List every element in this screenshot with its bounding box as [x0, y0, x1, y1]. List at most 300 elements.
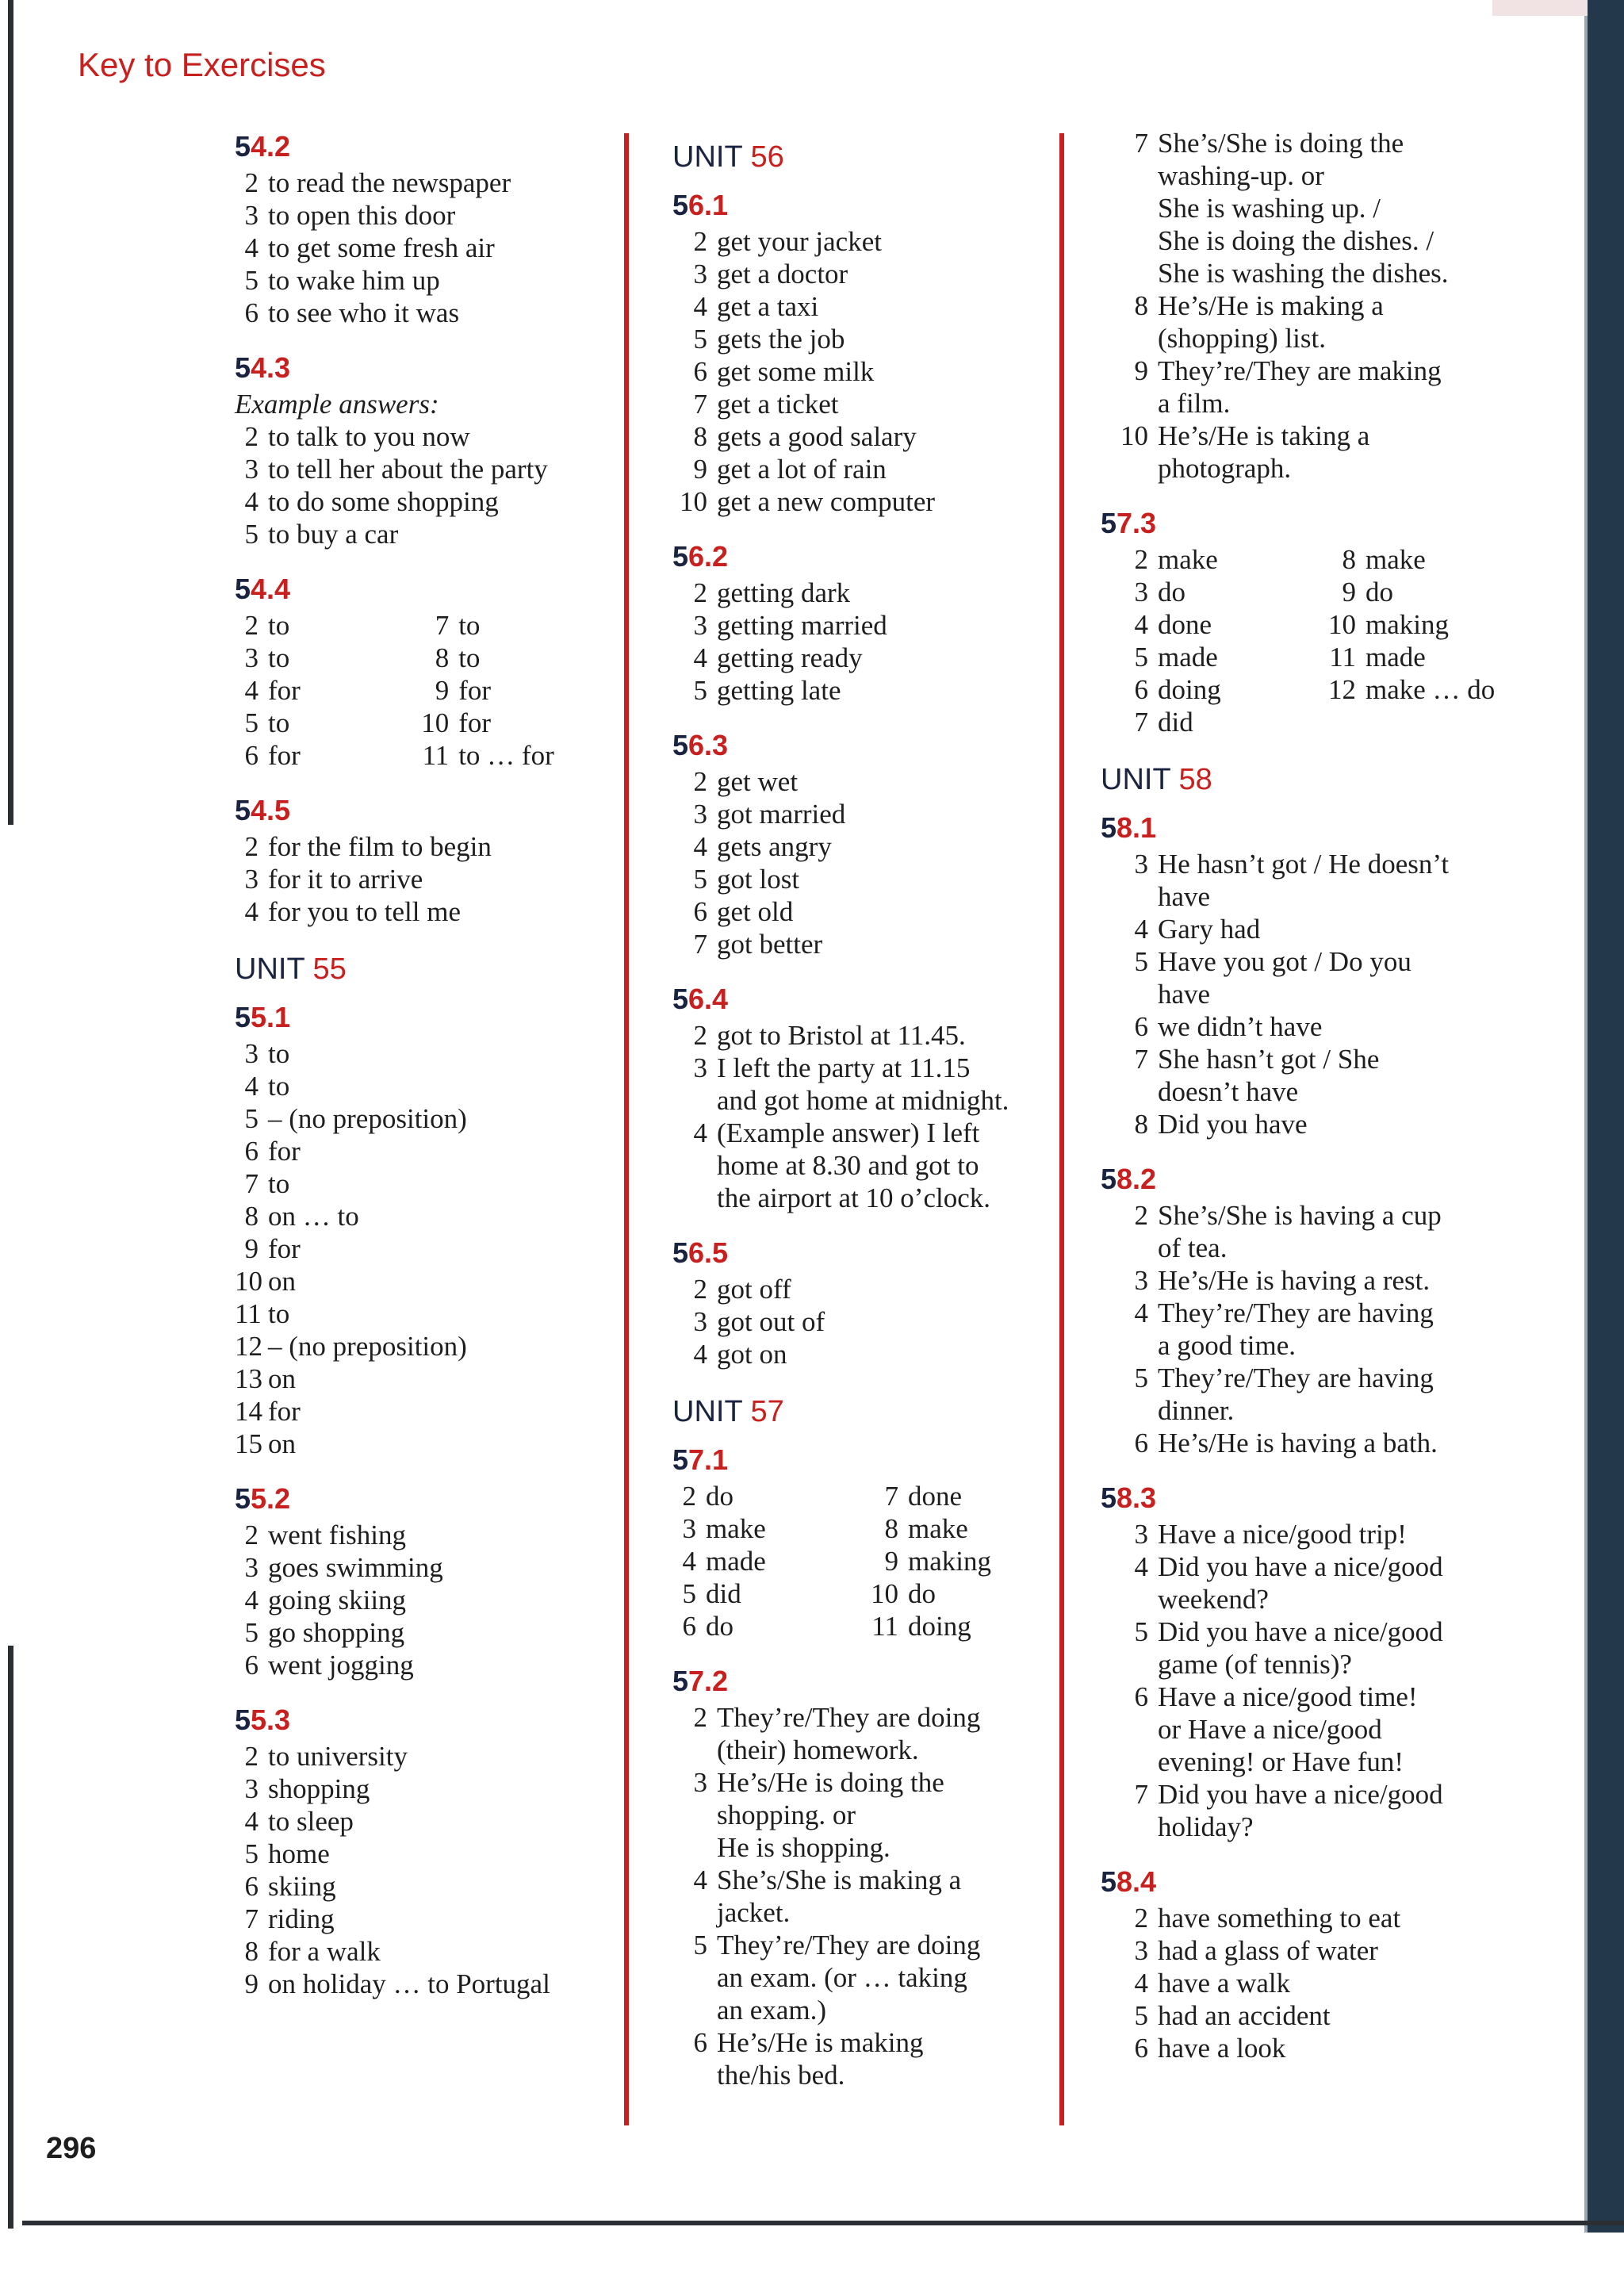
item-text: on … to	[268, 1201, 359, 1232]
item-number: 10	[680, 486, 707, 517]
item-number: 7	[1134, 707, 1148, 738]
answer-item	[235, 1363, 607, 1395]
item-number: 8	[1134, 1109, 1148, 1140]
item-number: 9	[1134, 355, 1148, 386]
answer-item	[235, 609, 406, 642]
exercise-number-prefix: 5	[672, 189, 689, 221]
answer-item	[235, 1903, 607, 1935]
answer-item	[235, 1551, 607, 1584]
item-number: 3	[693, 1306, 707, 1337]
answer-item	[1299, 576, 1497, 608]
answer-item	[235, 1428, 607, 1460]
item-text: making	[1365, 609, 1449, 640]
answer-item	[672, 1864, 1045, 1929]
item-number: 10	[871, 1578, 898, 1609]
item-text: went jogging	[268, 1650, 414, 1681]
item-text: go shopping	[268, 1617, 405, 1648]
item-number: 4	[244, 896, 259, 927]
answer-item	[1101, 2032, 1497, 2064]
item-text: They’re/They are making a film.	[1158, 355, 1442, 419]
item-number: 4	[1134, 1297, 1148, 1328]
answer-item	[672, 1766, 1045, 1864]
answer-item	[235, 1395, 607, 1428]
item-text: got on	[717, 1339, 787, 1370]
answer-item	[1101, 1616, 1497, 1681]
item-number: 4	[1134, 609, 1148, 640]
exercise-block	[1101, 808, 1497, 1140]
exercise-block	[672, 726, 1045, 960]
exercise-number	[672, 186, 1045, 225]
answer-item	[1101, 355, 1497, 420]
exercise-number	[235, 127, 607, 167]
item-number: 10	[421, 707, 450, 738]
item-text: did	[706, 1578, 741, 1609]
exercise-number-suffix: 7.3	[1116, 507, 1157, 539]
item-number: 5	[693, 324, 707, 355]
item-number: 6	[244, 740, 259, 771]
item-number: 6	[1134, 1681, 1148, 1712]
exercise-number	[1101, 1478, 1497, 1518]
answer-item	[235, 1037, 607, 1070]
item-number: 3	[1134, 1519, 1148, 1550]
answer-item	[672, 2026, 1045, 2091]
item-number: 11	[1329, 642, 1356, 673]
answer-item	[1101, 127, 1497, 289]
item-number: 2	[1134, 1903, 1148, 1934]
item-text: make … do	[1365, 674, 1496, 705]
exercise-number	[235, 1700, 607, 1740]
answer-item	[1101, 1362, 1497, 1427]
answer-item	[235, 642, 406, 674]
item-text: He’s/He is taking a photograph.	[1158, 420, 1370, 484]
item-number: 5	[1134, 1363, 1148, 1393]
answer-item	[235, 674, 406, 707]
item-text: making	[908, 1546, 991, 1577]
item-text: They’re/They are doing an exam. (or … taking an exam.)	[717, 1930, 981, 2026]
item-number: 2	[244, 1520, 259, 1550]
item-number: 3	[244, 200, 259, 231]
item-text: do	[706, 1611, 733, 1642]
unit-number: 56	[750, 140, 784, 174]
exercise-block	[235, 569, 607, 772]
exercise-block	[672, 186, 1045, 518]
answer-grid	[235, 609, 607, 772]
item-number: 4	[1134, 1551, 1148, 1582]
item-text: to	[458, 610, 481, 641]
item-text: to buy a car	[268, 519, 399, 550]
answer-item	[235, 1102, 607, 1135]
item-text: I left the party at 11.15 and got home at midnight.	[717, 1052, 1009, 1116]
item-number: 2	[244, 1741, 259, 1772]
unit-heading	[672, 1389, 1045, 1434]
unit-number: 58	[1178, 763, 1212, 796]
item-number: 5	[1134, 2000, 1148, 2031]
exercise-block	[672, 979, 1045, 1214]
exercise-number-suffix: 4.3	[251, 351, 291, 384]
item-text: to	[268, 1038, 290, 1069]
exercise-number	[235, 348, 607, 388]
answer-item	[235, 1200, 607, 1232]
answer-item	[1101, 543, 1299, 576]
item-text: for	[268, 1136, 301, 1167]
item-text: we didn’t have	[1158, 1011, 1323, 1042]
item-text: getting ready	[717, 642, 863, 673]
item-text: get a ticket	[717, 389, 839, 420]
item-number: 8	[1342, 544, 1356, 575]
exercise-block	[672, 1440, 1045, 1642]
item-number: 9	[435, 675, 450, 706]
item-text: to	[268, 1071, 290, 1102]
item-number: 5	[693, 1930, 707, 1960]
item-number: 6	[1134, 1428, 1148, 1458]
item-number: 8	[435, 642, 450, 673]
item-number: 7	[244, 1168, 259, 1199]
exercise-number	[672, 1662, 1045, 1701]
answer-item	[672, 1929, 1045, 2026]
item-text: to open this door	[268, 200, 456, 231]
exercise-number-suffix: 7.2	[688, 1665, 729, 1697]
item-text: doing	[908, 1611, 971, 1642]
item-text: Did you have a nice/good holiday?	[1158, 1779, 1443, 1842]
item-text: to tell her about the party	[268, 454, 548, 485]
answer-item	[672, 1701, 1045, 1766]
exercise-number	[672, 1233, 1045, 1273]
item-text: got lost	[717, 864, 800, 895]
item-text: They’re/They are having a good time.	[1158, 1297, 1434, 1361]
item-text: getting late	[717, 675, 841, 706]
item-text: Did you have a nice/good weekend?	[1158, 1551, 1443, 1615]
item-number: 9	[884, 1546, 898, 1577]
answer-item	[235, 1870, 607, 1903]
item-text: done	[908, 1481, 963, 1512]
item-text: gets a good salary	[717, 421, 917, 452]
page-edge-left-top	[8, 0, 13, 825]
item-number: 4	[693, 1865, 707, 1895]
answer-item	[235, 1135, 607, 1167]
item-text: get some milk	[717, 356, 875, 387]
exercise-block	[1101, 504, 1497, 738]
item-number: 3	[693, 259, 707, 289]
item-number: 6	[1134, 1011, 1148, 1042]
item-number: 2	[1134, 1200, 1148, 1231]
item-number: 4	[244, 1585, 259, 1616]
page-edge-right	[1588, 0, 1624, 2233]
item-text: for	[268, 675, 301, 706]
item-number: 5	[244, 1103, 259, 1134]
exercise-number-suffix: 6.4	[688, 983, 729, 1015]
item-text: got married	[717, 799, 846, 830]
item-number: 6	[682, 1611, 696, 1642]
item-text: goes swimming	[268, 1552, 443, 1583]
item-number: 10	[1120, 420, 1148, 451]
item-text: Have a nice/good time! or Have a nice/good evening! or Have fun!	[1158, 1681, 1418, 1777]
exercise-note: Example answers:	[235, 389, 439, 420]
item-number: 3	[1134, 849, 1148, 880]
answer-grid-left	[672, 1480, 859, 1642]
answer-item	[235, 1167, 607, 1200]
answer-item	[1101, 1967, 1497, 1999]
exercise-number	[672, 979, 1045, 1019]
answer-item	[1101, 641, 1299, 673]
item-number: 4	[1134, 914, 1148, 945]
item-text: on	[268, 1428, 296, 1459]
answer-item	[672, 830, 1045, 863]
exercise-number-suffix: 5.2	[251, 1482, 291, 1515]
answer-item	[672, 290, 1045, 323]
answer-item	[672, 1512, 859, 1545]
item-number: 8	[244, 1201, 259, 1232]
item-number: 3	[244, 1773, 259, 1804]
answer-item	[406, 609, 607, 642]
exercise-number	[235, 1479, 607, 1519]
answer-item	[235, 739, 406, 772]
item-text: got to Bristol at 11.45.	[717, 1020, 966, 1051]
exercise-block	[1101, 1862, 1497, 2064]
item-text: for	[268, 740, 301, 771]
item-number: 3	[244, 642, 259, 673]
item-text: for a walk	[268, 1936, 381, 1967]
item-text: He’s/He is making the/his bed.	[717, 2027, 924, 2091]
item-text: for it to arrive	[268, 864, 423, 895]
exercise-number-prefix: 5	[1101, 1865, 1117, 1898]
answer-item	[235, 1519, 607, 1551]
item-number: 3	[693, 610, 707, 641]
item-text: to	[458, 642, 481, 673]
item-number: 5	[244, 1617, 259, 1648]
item-number: 6	[244, 1650, 259, 1681]
exercise-block	[1101, 1478, 1497, 1843]
item-number: 11	[235, 1298, 262, 1329]
item-text: did	[1158, 707, 1193, 738]
answer-item	[672, 1577, 859, 1610]
item-text: They’re/They are having dinner.	[1158, 1363, 1434, 1426]
exercise-number	[672, 1440, 1045, 1480]
item-number: 5	[1134, 1616, 1148, 1647]
exercise-number-prefix: 5	[235, 1704, 251, 1736]
item-number: 3	[1134, 577, 1148, 607]
exercise-number-suffix: 6.2	[688, 540, 729, 573]
answer-item	[1101, 848, 1497, 913]
item-number: 5	[1134, 642, 1148, 673]
answer-item	[859, 1577, 1045, 1610]
answer-item	[859, 1480, 1045, 1512]
item-text: skiing	[268, 1871, 336, 1902]
item-text: get a new computer	[717, 486, 936, 517]
item-number: 7	[1134, 1779, 1148, 1810]
item-text: She’s/She is having a cup of tea.	[1158, 1200, 1442, 1263]
item-number: 6	[693, 2027, 707, 2058]
exercise-number-suffix: 4.2	[251, 130, 291, 163]
item-number: 12	[235, 1331, 262, 1362]
item-number: 3	[244, 454, 259, 485]
exercise-number-prefix: 5	[235, 573, 251, 605]
answer-item	[1101, 1427, 1497, 1459]
item-text: get wet	[717, 766, 799, 797]
answer-item	[406, 739, 607, 772]
answer-item	[1101, 608, 1299, 641]
item-text: getting dark	[717, 577, 851, 608]
item-number: 7	[1134, 1044, 1148, 1075]
answer-item	[235, 1968, 607, 2000]
item-number: 2	[693, 1020, 707, 1051]
item-number: 3	[693, 799, 707, 830]
item-text: to wake him up	[268, 265, 440, 296]
answer-item	[235, 1584, 607, 1616]
item-text: for you to tell me	[268, 896, 462, 927]
item-text: get old	[717, 896, 794, 927]
item-number: 5	[1134, 946, 1148, 977]
answer-grid-left	[235, 609, 406, 772]
item-number: 2	[693, 1274, 707, 1305]
item-number: 2	[693, 1702, 707, 1733]
answer-item	[672, 388, 1045, 420]
exercise-number-suffix: 7.1	[688, 1443, 729, 1476]
item-text: to talk to you now	[268, 421, 470, 452]
item-number: 6	[244, 1136, 259, 1167]
item-text: do	[1365, 577, 1393, 607]
item-number: 5	[693, 675, 707, 706]
exercise-number-prefix: 5	[1101, 1481, 1117, 1514]
answer-item	[235, 485, 607, 518]
item-number: 2	[244, 831, 259, 862]
item-number: 3	[693, 1052, 707, 1083]
answer-item	[235, 420, 607, 453]
answer-item	[1101, 1108, 1497, 1140]
exercise-number-prefix: 5	[672, 1236, 689, 1269]
item-text: to … for	[458, 740, 554, 771]
answer-item	[1101, 913, 1497, 945]
item-number: 15	[235, 1428, 262, 1459]
item-text: get a lot of rain	[717, 454, 887, 485]
exercise-block	[672, 1662, 1045, 2091]
answer-item	[235, 863, 607, 895]
exercise-number-suffix: 4.4	[251, 573, 291, 605]
item-number: 4	[693, 831, 707, 862]
answer-item	[235, 1805, 607, 1838]
exercise-block	[235, 1479, 607, 1681]
item-text: to read the newspaper	[268, 167, 511, 198]
page-title: Key to Exercises	[78, 46, 326, 83]
item-number: 7	[1134, 128, 1148, 159]
item-text: had a glass of water	[1158, 1935, 1378, 1966]
exercise-number-suffix: 8.1	[1116, 811, 1157, 844]
item-text: have something to eat	[1158, 1903, 1401, 1934]
exercise-number-suffix: 6.3	[688, 729, 729, 761]
item-text: to	[268, 642, 290, 673]
item-text: She’s/She is doing the washing-up. or She is washing up. / She is doing the dishes. / She is washing the dishes.	[1158, 128, 1449, 289]
item-text: riding	[268, 1903, 335, 1934]
exercise-number	[1101, 1862, 1497, 1902]
exercise-number	[235, 998, 607, 1037]
item-number: 4	[244, 486, 259, 517]
item-number: 3	[244, 1552, 259, 1583]
answer-item	[672, 895, 1045, 928]
item-text: on	[268, 1363, 296, 1394]
unit-heading	[235, 947, 607, 991]
answer-item	[235, 1070, 607, 1102]
exercise-block	[235, 998, 607, 1460]
item-number: 13	[235, 1363, 262, 1394]
item-text: to university	[268, 1741, 408, 1772]
item-number: 6	[1134, 674, 1148, 705]
exercise-number-prefix: 5	[235, 351, 251, 384]
item-text: home	[268, 1838, 330, 1869]
item-number: 3	[244, 864, 259, 895]
item-number: 10	[235, 1266, 262, 1297]
answer-grid	[1101, 543, 1497, 738]
item-text: for	[268, 1233, 301, 1264]
item-number: 6	[693, 896, 707, 927]
exercise-number-suffix: 8.2	[1116, 1163, 1157, 1195]
item-number: 7	[693, 389, 707, 420]
answer-item	[235, 1740, 607, 1773]
answer-item	[1299, 543, 1497, 576]
exercise-number	[672, 726, 1045, 765]
item-text: to	[268, 1168, 290, 1199]
item-text: to sleep	[268, 1806, 354, 1837]
item-text: (Example answer) I left home at 8.30 and got to the airport at 10 o’clock.	[717, 1117, 991, 1213]
item-text: to	[268, 1298, 290, 1329]
answer-item	[859, 1545, 1045, 1577]
answer-item	[672, 928, 1045, 960]
item-text: to get some fresh air	[268, 232, 495, 263]
answer-item	[672, 225, 1045, 258]
item-text: to do some shopping	[268, 486, 499, 517]
item-number: 8	[693, 421, 707, 452]
answer-item	[672, 1480, 859, 1512]
answer-item	[672, 798, 1045, 830]
answer-item	[1101, 576, 1299, 608]
exercise-number-prefix: 5	[672, 983, 689, 1015]
answer-grid-right	[859, 1480, 1045, 1642]
item-number: 8	[244, 1936, 259, 1967]
item-text: get your jacket	[717, 226, 882, 257]
item-text: get a doctor	[717, 259, 848, 289]
exercise-number-prefix: 5	[1101, 1163, 1117, 1195]
item-number: 7	[884, 1481, 898, 1512]
item-text: She’s/She is making a jacket.	[717, 1865, 962, 1928]
item-number: 7	[435, 610, 450, 641]
item-text: have a look	[1158, 2033, 1286, 2064]
item-number: 12	[1328, 674, 1356, 705]
item-number: 4	[693, 1117, 707, 1148]
unit-heading	[672, 135, 1045, 179]
item-number: 4	[244, 1806, 259, 1837]
item-number: 9	[1342, 577, 1356, 607]
item-text: shopping	[268, 1773, 370, 1804]
answer-item	[672, 863, 1045, 895]
item-text: – (no preposition)	[268, 1103, 467, 1134]
item-text: for	[458, 707, 491, 738]
item-text: made	[1158, 642, 1218, 673]
unit-word: UNIT	[1101, 763, 1170, 796]
item-text: to	[268, 610, 290, 641]
item-text: gets the job	[717, 324, 845, 355]
column-divider	[624, 133, 629, 2125]
answer-item	[672, 609, 1045, 642]
page-number: 296	[46, 2132, 97, 2165]
answer-item	[1299, 608, 1497, 641]
answer-item	[235, 895, 607, 928]
exercise-number-prefix: 5	[1101, 811, 1117, 844]
item-text: He’s/He is making a (shopping) list.	[1158, 290, 1384, 354]
item-number: 8	[884, 1513, 898, 1544]
answer-item	[672, 1610, 859, 1642]
answer-item	[672, 1052, 1045, 1117]
item-text: done	[1158, 609, 1212, 640]
page-edge-bottom	[22, 2221, 1624, 2225]
answer-item	[859, 1512, 1045, 1545]
